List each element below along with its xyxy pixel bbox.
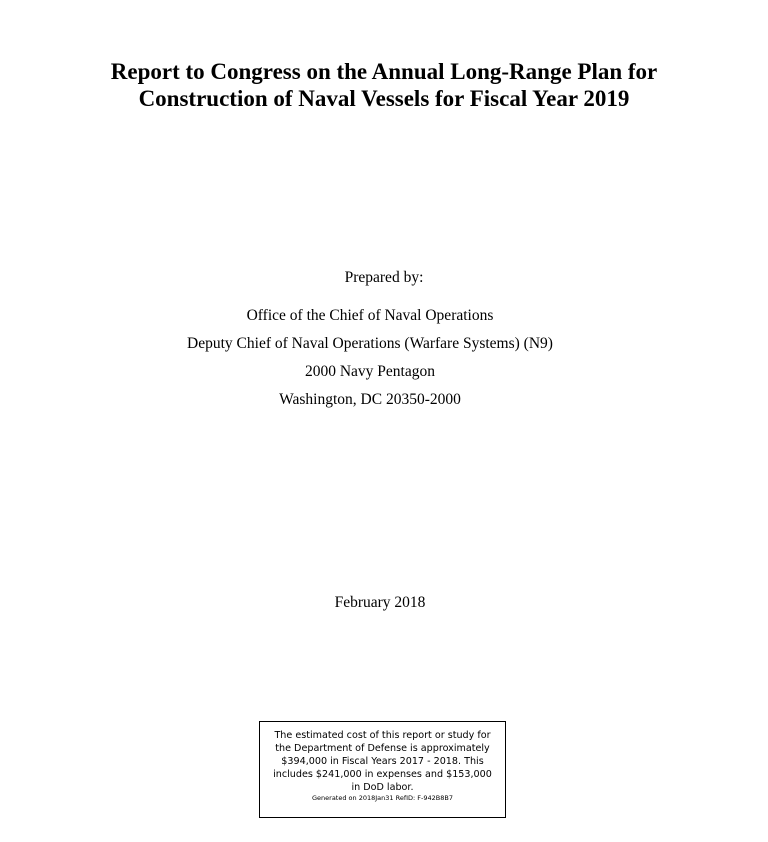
report-title-line-2: Construction of Naval Vessels for Fiscal Year 2019	[138, 86, 630, 111]
preparer-division: Deputy Chief of Naval Operations (Warfare Systems) (N9)	[187, 335, 553, 352]
cost-estimate-line: in DoD labor.	[351, 782, 414, 793]
preparer-office: Office of the Chief of Naval Operations	[246, 307, 494, 324]
preparer-city: Washington, DC 20350-2000	[279, 391, 461, 408]
cost-estimate-line: the Department of Defense is approximately	[275, 743, 490, 754]
preparer-address-block	[0, 306, 740, 418]
preparer-street: 2000 Navy Pentagon	[304, 363, 435, 380]
report-date: February 2018	[334, 594, 426, 611]
cost-estimate-line: $394,000 in Fiscal Years 2017 - 2018. This	[281, 756, 484, 767]
report-title-line-1: Report to Congress on the Annual Long-Range Plan for	[110, 59, 658, 84]
cost-estimate-line: includes $241,000 in expenses and $153,000	[273, 769, 492, 780]
cost-estimate-box	[259, 721, 506, 818]
generated-ref-id: Generated on 2018Jan31 RefID: F-942B8B7	[312, 794, 453, 802]
report-title	[0, 58, 768, 112]
prepared-by-label: Prepared by:	[344, 269, 424, 286]
cost-estimate-line: The estimated cost of this report or study for	[274, 730, 491, 741]
